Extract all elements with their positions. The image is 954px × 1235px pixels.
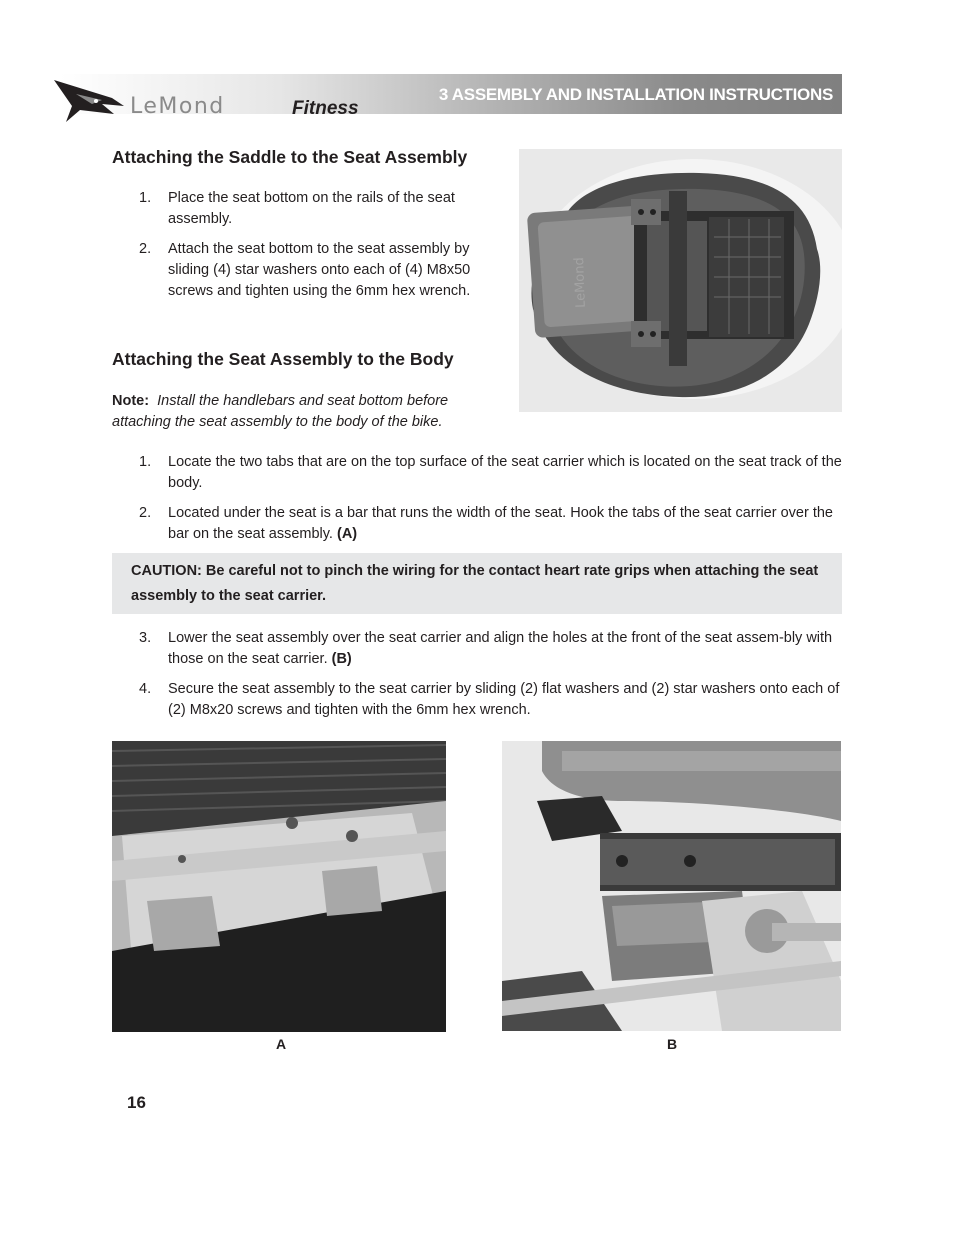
- list-item: 2. Located under the seat is a bar that runs the width of the seat. Hook the tabs of the seat carrier over the bar on the seat assembly. (A): [139, 505, 833, 542]
- seat-steps-list-b: [112, 628, 842, 730]
- note-label: Note:: [112, 393, 150, 409]
- section-title: 3 ASSEMBLY AND INSTALLATION INSTRUCTIONS: [438, 85, 833, 104]
- list-item: 1. Place the seat bottom on the rails of the seat assembly.: [139, 190, 455, 227]
- seat-steps-list-a: [112, 452, 842, 554]
- photo-b-seat-assembly-aligned: [502, 741, 841, 1031]
- logo-word: LeMond: [130, 94, 225, 119]
- eagle-head-icon: [52, 76, 132, 124]
- list-item: 4. Secure the seat assembly to the seat carrier by sliding (2) flat washers and (2) star washers onto each of (2) M8x20 screws and tighten with the 6mm hex wrench.: [139, 681, 840, 718]
- caption-a: A: [276, 1036, 287, 1052]
- logo-fitness: Fitness: [292, 98, 359, 119]
- figure-ref: (B): [331, 651, 352, 667]
- caution-box: CAUTION: Be careful not to pinch the wiring for the contact heart rate grips when attaching the seat assembly to the seat carrier.: [112, 553, 842, 614]
- section-heading-saddle: Attaching the Saddle to the Seat Assembly: [112, 147, 468, 167]
- saddle-underside-photo: [519, 149, 842, 412]
- figure-ref: (A): [337, 526, 358, 542]
- saddle-brand-text: LeMond: [572, 257, 589, 309]
- page-number: 16: [127, 1093, 146, 1112]
- list-item: 3. Lower the seat assembly over the seat carrier and align the holes at the front of the seat assem-bly with those on the seat carrier. (B): [139, 630, 833, 667]
- note-text: [112, 391, 502, 433]
- list-item: 2. Attach the seat bottom to the seat assembly by sliding (4) star washers onto each of (4) M8x50 screws and tighten using the 6mm hex wrench.: [139, 241, 471, 299]
- list-item: 1. Locate the two tabs that are on the top surface of the seat carrier which is located on the seat track of the body.: [139, 454, 842, 491]
- photo-a-seat-carrier-tabs: [112, 741, 446, 1032]
- caption-b: B: [667, 1036, 678, 1052]
- saddle-steps-list: [112, 188, 507, 311]
- section-heading-seat-body: Attaching the Seat Assembly to the Body: [112, 349, 454, 369]
- note-body: Install the handlebars and seat bottom before attaching the seat assembly to the body of the bike.: [112, 393, 449, 430]
- lemond-fitness-logo: [52, 76, 412, 124]
